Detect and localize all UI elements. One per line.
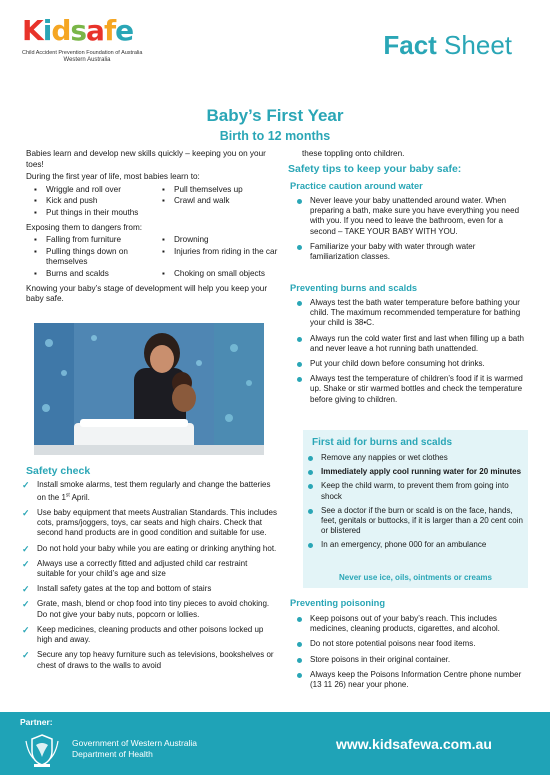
water-item: Familiarize your baby with water through water familiarization classes. xyxy=(296,242,524,262)
safety-checklist xyxy=(22,480,277,676)
government-name: Government of Western Australia xyxy=(72,738,198,748)
danger-item: ▪ Choking on small objects xyxy=(160,269,282,280)
first-aid-item: In an emergency, phone 000 for an ambulance xyxy=(307,540,525,550)
poisoning-item: Keep poisons out of your baby’s reach. This includes medicines, cleaning products, cigarettes, and alcohol. xyxy=(296,614,524,634)
first-aid-item: Immediately apply cool running water for 20 minutes xyxy=(307,467,525,477)
checklist-item: ✓ Grate, mash, blend or chop food into tiny pieces to avoid choking. Do not give your baby nuts, popcorn or lollies. xyxy=(22,599,270,619)
poisoning-item: Store poisons in their original container. xyxy=(296,655,524,665)
burns-item: Always test the bath water temperature before bathing your child. The maximum recommended temperature for bathing your child is 38•C. xyxy=(296,298,524,329)
safety-check-heading: Safety check xyxy=(26,465,91,477)
learn-item: ▪ Kick and push xyxy=(32,196,160,207)
logo-letter: K xyxy=(22,14,43,47)
wa-government-crest-icon xyxy=(22,731,62,769)
learn-item: ▪ Crawl and walk xyxy=(160,196,282,207)
check-icon: ✓ xyxy=(22,599,30,610)
safety-tips-heading: Safety tips to keep your baby safe: xyxy=(288,163,462,175)
burns-heading: Preventing burns and scalds xyxy=(290,283,418,293)
continued-text: these toppling onto children. xyxy=(302,149,405,158)
logo-letter: i xyxy=(42,14,52,47)
first-aid-item: Remove any nappies or wet clothes xyxy=(307,453,525,463)
dangers-list xyxy=(32,235,276,280)
burns-item: Put your child down before consuming hot drinks. xyxy=(296,359,524,369)
check-icon: ✓ xyxy=(22,584,30,595)
learn-list xyxy=(32,185,276,220)
checklist-item: ✓ Install smoke alarms, test them regularly and change the batteries on the 1st April. xyxy=(22,480,271,502)
checklist-item: ✓ Always use a correctly fitted and adjusted child car restraint suitable for your child’s age and size xyxy=(22,558,248,579)
kidsafe-logo xyxy=(22,12,182,70)
checklist-item: ✓ Do not hold your baby while you are eating or drinking anything hot. xyxy=(22,543,277,554)
water-list xyxy=(296,196,524,267)
department-name: Department of Health xyxy=(72,749,153,759)
check-icon: ✓ xyxy=(22,480,30,490)
poisoning-item: Do not store potential poisons near food items. xyxy=(296,639,524,649)
fact-sheet-label: Fact Sheet xyxy=(383,30,512,60)
burns-item: Always run the cold water first and last when filling up a bath and never leave a hot running bath unattended. xyxy=(296,334,524,354)
checklist-item: ✓ Keep medicines, cleaning products and other poisons locked up high and away. xyxy=(22,624,264,645)
learn-item: ▪ Put things in their mouths xyxy=(32,208,160,219)
first-aid-list xyxy=(307,453,525,555)
learn-item: ▪ Wriggle and roll over xyxy=(32,185,160,196)
page-title: Baby’s First Year xyxy=(206,106,344,125)
check-icon: ✓ xyxy=(22,624,30,635)
intro-section xyxy=(26,149,276,307)
first-aid-item: See a doctor if the burn or scald is on the face, hands, feet, genitals or buttocks, if it is larger than a 20 cent coin or blistered xyxy=(307,506,525,537)
check-icon: ✓ xyxy=(22,558,30,569)
first-aid-box xyxy=(303,430,528,588)
danger-item: ▪ Burns and scalds xyxy=(32,269,160,280)
first-aid-item: Keep the child warm, to prevent them from going into shock xyxy=(307,481,525,501)
logo-state: Western Australia xyxy=(63,57,111,63)
website-link[interactable]: www.kidsafewa.com.au xyxy=(336,736,492,752)
burns-item: Always test the temperature of children’s food if it is warmed up. Shake or stir warmed bottles and check the temperature before giving to children. xyxy=(296,374,524,405)
page-subtitle: Birth to 12 months xyxy=(219,129,331,143)
danger-item: ▪ Falling from furniture xyxy=(32,235,160,246)
first-aid-heading: First aid for burns and scalds xyxy=(312,437,453,448)
mother-bathing-baby-photo xyxy=(34,323,264,455)
kidsafe-wordmark xyxy=(22,12,182,46)
poisoning-list xyxy=(296,614,524,695)
dangers-intro: Exposing them to dangers from: xyxy=(26,222,143,232)
water-item: Never leave your baby unattended around water. When preparing a bath, make sure you have everything you need with you. If you need to leave the bathroom, even for a second – TAKE YOUR BABY WITH YOU. xyxy=(296,196,524,237)
check-icon: ✓ xyxy=(22,650,30,661)
learn-item: ▪ Pull themselves up xyxy=(160,185,282,196)
checklist-item: ✓ Use baby equipment that meets Australian Standards. This includes cots, prams/joggers, toys, car seats and high chairs. Check that second hand products are in good condition and suitable for use. xyxy=(22,508,277,538)
learn-intro: During the first year of life, most babies learn to: xyxy=(26,172,200,182)
development-note: Knowing your baby’s stage of development will help you keep your baby safe. xyxy=(26,283,268,304)
logo-letter: e xyxy=(115,14,134,47)
poisoning-heading: Preventing poisoning xyxy=(290,598,386,608)
water-heading: Practice caution around water xyxy=(290,181,423,191)
logo-letter: d xyxy=(51,14,71,47)
footer-bar xyxy=(0,712,550,775)
intro-paragraph: Babies learn and develop new skills quickly – keeping you on your toes! xyxy=(26,149,266,169)
first-aid-warning: Never use ice, oils, ointments or creams xyxy=(339,573,492,582)
danger-item: ▪ Pulling things down on themselves xyxy=(32,247,160,268)
danger-item: ▪ Drowning xyxy=(160,235,282,246)
poisoning-item: Always keep the Poisons Information Centre phone number (13 11 26) near your phone. xyxy=(296,670,524,690)
logo-letter: s xyxy=(70,14,87,47)
check-icon: ✓ xyxy=(22,543,30,554)
logo-tagline: Child Accident Prevention Foundation of Australia xyxy=(22,50,143,56)
burns-list xyxy=(296,298,524,410)
logo-letter: a xyxy=(86,14,104,47)
partner-label: Partner: xyxy=(20,717,53,727)
checklist-item: ✓ Install safety gates at the top and bottom of stairs xyxy=(22,584,212,595)
check-icon: ✓ xyxy=(22,508,30,519)
checklist-item: ✓ Secure any top heavy furniture such as televisions, bookshelves or chest of draws to the walls to avoid xyxy=(22,650,274,670)
danger-item: ▪ Injuries from riding in the car xyxy=(160,247,282,268)
logo-letter: f xyxy=(103,14,116,47)
